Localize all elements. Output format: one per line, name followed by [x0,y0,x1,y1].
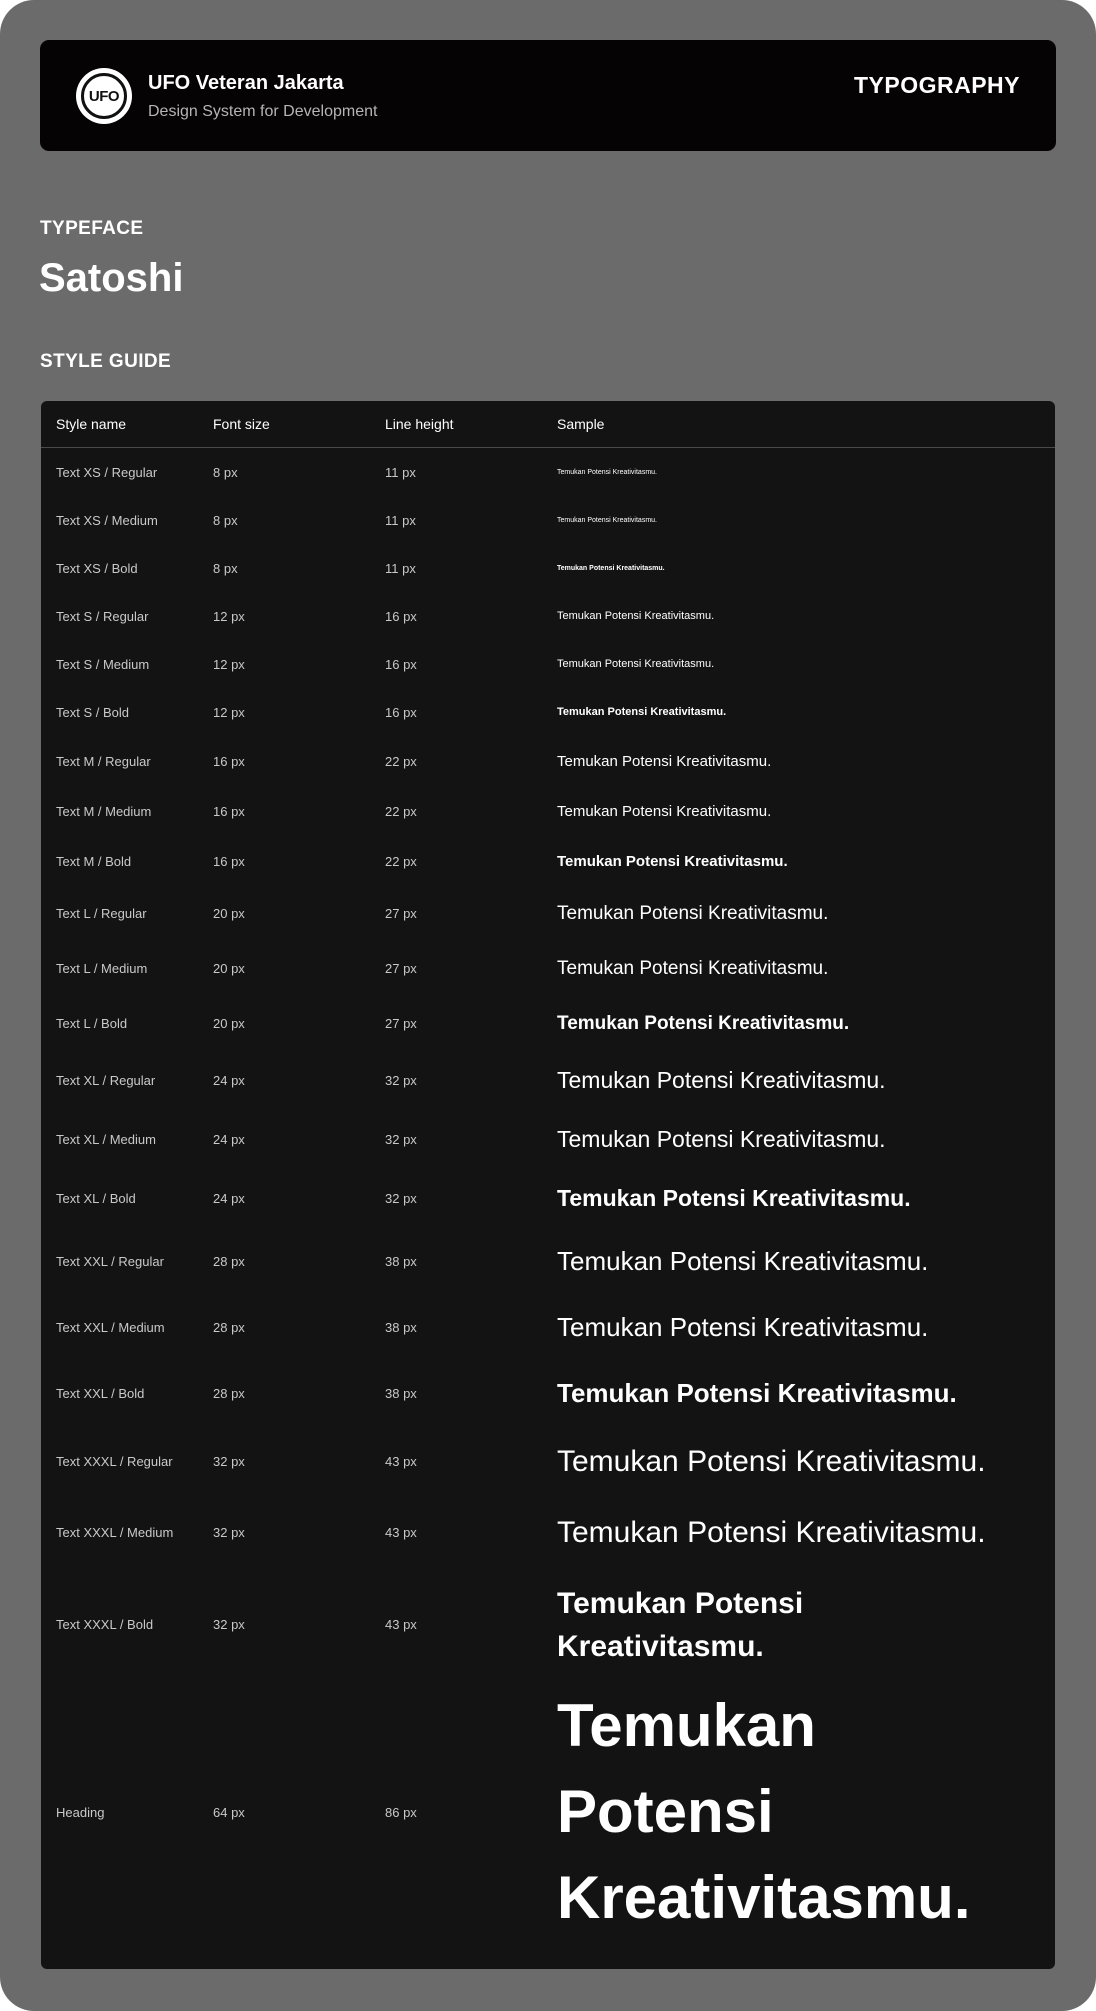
line-height-cell: 22 px [385,753,417,769]
sample-cell [557,1126,1055,1153]
sample-cell [557,1582,1055,1668]
line-height-cell: 11 px [385,512,416,528]
font-size-cell: 16 px [213,753,245,769]
typeface-name: Satoshi [39,256,184,300]
font-size-cell: 32 px [213,1617,245,1632]
table-row [41,1426,1055,1497]
sample-text: Temukan Potensi Kreativitasmu. [557,1692,971,1931]
sample-text: Temukan Potensi Kreativitasmu. [557,852,788,870]
style-name-cell: Text XXL / Bold [56,1385,145,1401]
line-height-cell: 38 px [385,1253,417,1269]
font-size-cell: 20 px [213,906,245,921]
table-body [41,448,1055,1943]
line-height-cell: 86 px [385,1804,417,1820]
line-height-cell: 32 px [385,1132,417,1147]
font-size-cell: 32 px [213,1454,245,1469]
sample-cell [557,1312,1055,1343]
style-name-cell: Text L / Regular [56,906,147,921]
font-size-cell: 32 px [213,1525,245,1540]
sample-cell [557,1683,1055,1941]
table-row [41,640,1055,688]
line-height-cell: 32 px [385,1073,417,1088]
style-name-cell: Text XS / Medium [56,512,158,528]
font-size-cell: 12 px [213,608,245,624]
table-row [41,1681,1055,1943]
line-height-cell: 11 px [385,464,416,480]
style-name-cell: Text S / Medium [56,656,150,672]
line-height-cell: 16 px [385,608,417,624]
style-name-cell: Text XXXL / Medium [56,1525,174,1540]
sample-cell [557,958,1055,980]
font-size-cell: 20 px [213,961,245,976]
typeface-label: TYPEFACE [40,218,144,239]
sample-text: Temukan Potensi Kreativitasmu. [557,802,772,820]
line-height-cell: 16 px [385,656,417,672]
sample-cell [557,1067,1055,1094]
table-row [41,1169,1055,1228]
sample-text: Temukan Potensi Kreativitasmu. [557,468,657,476]
table-row [41,736,1055,786]
style-name-cell: Text M / Regular [56,753,151,769]
sample-cell [557,565,1055,572]
line-height-cell: 16 px [385,704,417,720]
column-header-font-size: Font size [213,416,270,432]
font-size-cell: 28 px [213,1253,245,1269]
style-name-cell: Heading [56,1804,105,1820]
style-name-cell: Text XS / Bold [56,560,138,576]
font-size-cell: 16 px [213,803,245,819]
sample-cell [557,903,1055,925]
sample-text: Temukan Potensi Kreativitasmu. [557,1586,804,1663]
font-size-cell: 8 px [213,464,238,480]
column-header-line-height: Line height [385,416,454,432]
sample-text: Temukan Potensi Kreativitasmu. [557,1311,929,1342]
style-name-cell: Text XXL / Regular [56,1253,164,1269]
line-height-cell: 32 px [385,1191,417,1206]
style-name-cell: Text S / Bold [56,704,129,720]
style-name-cell: Text XL / Regular [56,1073,156,1088]
sample-text: Temukan Potensi Kreativitasmu. [557,957,829,979]
table-row [41,1228,1055,1294]
sample-cell [557,1516,1055,1550]
font-size-cell: 8 px [213,560,238,576]
line-height-cell: 27 px [385,1016,417,1031]
table-row [41,688,1055,736]
header-bar [40,40,1056,151]
style-name-cell: Text XL / Medium [56,1132,156,1147]
style-name-cell: Text M / Medium [56,803,152,819]
table-row [41,592,1055,640]
sample-text: Temukan Potensi Kreativitasmu. [557,1067,886,1093]
sample-text: Temukan Potensi Kreativitasmu. [557,516,657,524]
sample-text: Temukan Potensi Kreativitasmu. [557,658,715,670]
column-header-sample: Sample [557,416,605,432]
sample-cell [557,658,1055,670]
sample-text: Temukan Potensi Kreativitasmu. [557,1126,886,1152]
table-header [41,401,1055,448]
sample-cell [557,1378,1055,1409]
line-height-cell: 22 px [385,803,417,819]
sample-cell [557,517,1055,524]
font-size-cell: 28 px [213,1319,245,1335]
table-row [41,941,1055,996]
sample-text: Temukan Potensi Kreativitasmu. [557,1185,911,1211]
line-height-cell: 27 px [385,961,417,976]
font-size-cell: 20 px [213,1016,245,1031]
table-row [41,1360,1055,1426]
sample-text: Temukan Potensi Kreativitasmu. [557,1377,957,1408]
sample-cell [557,753,1055,770]
font-size-cell: 12 px [213,656,245,672]
line-height-cell: 43 px [385,1617,417,1632]
style-name-cell: Text XL / Bold [56,1191,136,1206]
line-height-cell: 43 px [385,1525,417,1540]
ufo-logo [76,68,132,124]
table-row [41,1568,1055,1681]
table-row [41,544,1055,592]
style-name-cell: Text XXL / Medium [56,1319,165,1335]
sample-text: Temukan Potensi Kreativitasmu. [557,1515,986,1549]
table-row [41,1110,1055,1169]
table-row [41,496,1055,544]
line-height-cell: 27 px [385,906,417,921]
style-guide-label: STYLE GUIDE [40,351,172,372]
brand-subtitle: Design System for Development [148,103,378,120]
font-size-cell: 24 px [213,1132,245,1147]
line-height-cell: 22 px [385,853,417,869]
sample-cell [557,803,1055,820]
font-size-cell: 24 px [213,1191,245,1206]
table-row [41,1497,1055,1568]
style-name-cell: Text XXXL / Regular [56,1454,173,1469]
sample-text: Temukan Potensi Kreativitasmu. [557,752,772,770]
font-size-cell: 24 px [213,1073,245,1088]
sample-cell [557,1013,1055,1035]
table-row [41,1051,1055,1110]
sample-cell [557,853,1055,870]
font-size-cell: 16 px [213,853,245,869]
table-row [41,1294,1055,1360]
sample-cell [557,610,1055,622]
table-row [41,996,1055,1051]
style-name-cell: Text XS / Regular [56,464,158,480]
table-row [41,836,1055,886]
style-name-cell: Text XXXL / Bold [56,1617,154,1632]
font-size-cell: 28 px [213,1385,245,1401]
sample-text: Temukan Potensi Kreativitasmu. [557,706,727,718]
font-size-cell: 12 px [213,704,245,720]
style-guide-table [41,401,1055,1969]
sample-text: Temukan Potensi Kreativitasmu. [557,610,715,622]
table-row [41,886,1055,941]
table-row [41,448,1055,496]
brand-name: UFO Veteran Jakarta [148,72,344,94]
font-size-cell: 8 px [213,512,238,528]
sample-cell [557,469,1055,476]
sample-text: Temukan Potensi Kreativitasmu. [557,902,829,924]
style-name-cell: Text L / Bold [56,1016,128,1031]
ufo-logo-mark: UFO [81,73,127,119]
sample-cell [557,1246,1055,1277]
sample-cell [557,706,1055,718]
font-size-cell: 64 px [213,1804,245,1820]
column-header-style-name: Style name [56,416,127,432]
style-name-cell: Text L / Medium [56,961,148,976]
sample-cell [557,1185,1055,1212]
line-height-cell: 11 px [385,560,416,576]
line-height-cell: 43 px [385,1454,417,1469]
style-name-cell: Text M / Bold [56,853,132,869]
sample-text: Temukan Potensi Kreativitasmu. [557,1012,850,1034]
table-row [41,786,1055,836]
line-height-cell: 38 px [385,1319,417,1335]
page-title: TYPOGRAPHY [853,72,1020,98]
line-height-cell: 38 px [385,1385,417,1401]
sample-text: Temukan Potensi Kreativitasmu. [557,564,665,572]
sample-cell [557,1445,1055,1479]
sample-text: Temukan Potensi Kreativitasmu. [557,1444,986,1478]
style-name-cell: Text S / Regular [56,608,149,624]
sample-text: Temukan Potensi Kreativitasmu. [557,1245,929,1276]
